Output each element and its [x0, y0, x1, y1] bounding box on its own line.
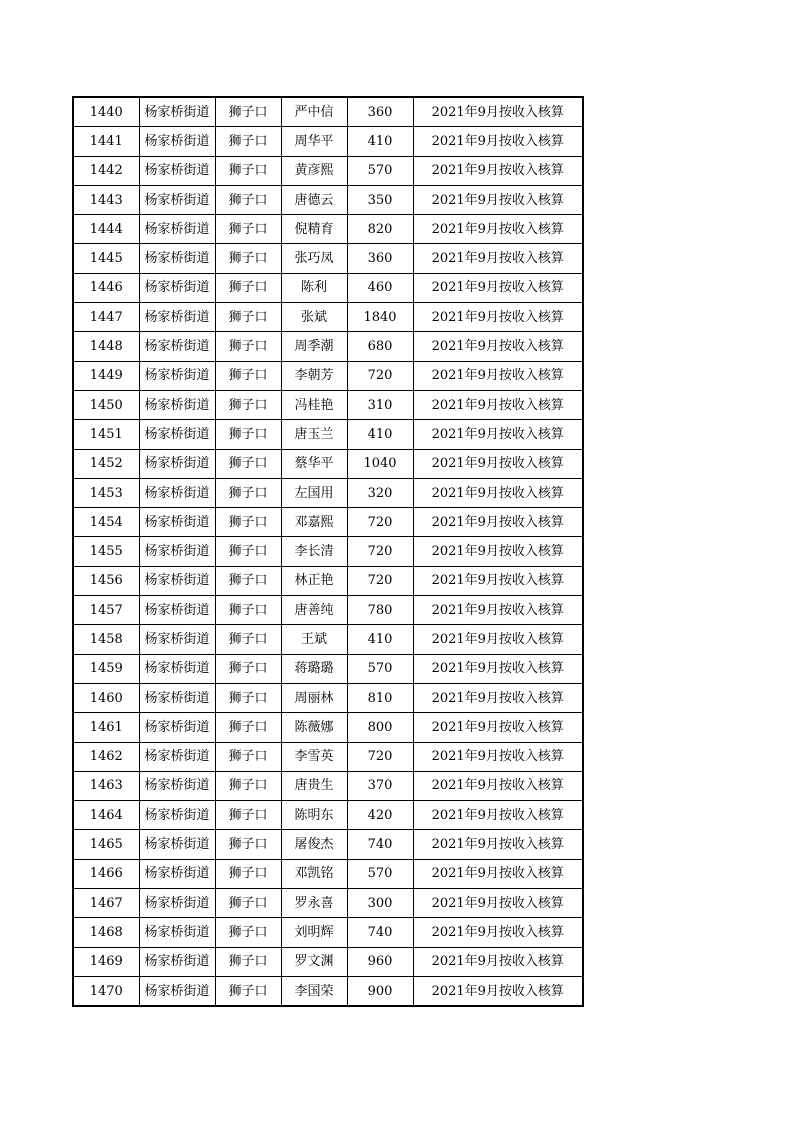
- table-row: [73, 654, 583, 683]
- street-cell: 杨家桥街道: [139, 420, 215, 449]
- name-cell: 李朝芳: [281, 361, 347, 390]
- table-row: [73, 830, 583, 859]
- note-cell: 2021年9月按收入核算: [413, 947, 583, 976]
- community-cell: 狮子口: [215, 127, 281, 156]
- table-row: [73, 97, 583, 127]
- note-cell: 2021年9月按收入核算: [413, 97, 583, 127]
- record-id-cell: 1444: [73, 215, 139, 244]
- table-row: [73, 683, 583, 712]
- note-cell: 2021年9月按收入核算: [413, 625, 583, 654]
- community-cell: 狮子口: [215, 215, 281, 244]
- amount-cell: 720: [347, 537, 413, 566]
- name-cell: 冯桂艳: [281, 390, 347, 419]
- community-cell: 狮子口: [215, 625, 281, 654]
- table-row: [73, 185, 583, 214]
- note-cell: 2021年9月按收入核算: [413, 508, 583, 537]
- record-id-cell: 1451: [73, 420, 139, 449]
- street-cell: 杨家桥街道: [139, 97, 215, 127]
- community-cell: 狮子口: [215, 332, 281, 361]
- note-cell: 2021年9月按收入核算: [413, 156, 583, 185]
- street-cell: 杨家桥街道: [139, 273, 215, 302]
- amount-cell: 570: [347, 859, 413, 888]
- name-cell: 蒋璐璐: [281, 654, 347, 683]
- name-cell: 张斌: [281, 303, 347, 332]
- street-cell: 杨家桥街道: [139, 771, 215, 800]
- table-row: [73, 801, 583, 830]
- note-cell: 2021年9月按收入核算: [413, 215, 583, 244]
- table-row: [73, 244, 583, 273]
- amount-cell: 820: [347, 215, 413, 244]
- name-cell: 林正艳: [281, 566, 347, 595]
- street-cell: 杨家桥街道: [139, 918, 215, 947]
- note-cell: 2021年9月按收入核算: [413, 830, 583, 859]
- street-cell: 杨家桥街道: [139, 332, 215, 361]
- amount-cell: 360: [347, 244, 413, 273]
- community-cell: 狮子口: [215, 771, 281, 800]
- street-cell: 杨家桥街道: [139, 596, 215, 625]
- record-id-cell: 1442: [73, 156, 139, 185]
- record-id-cell: 1440: [73, 97, 139, 127]
- record-id-cell: 1469: [73, 947, 139, 976]
- amount-cell: 720: [347, 742, 413, 771]
- name-cell: 唐善纯: [281, 596, 347, 625]
- amount-cell: 960: [347, 947, 413, 976]
- record-id-cell: 1452: [73, 449, 139, 478]
- community-cell: 狮子口: [215, 361, 281, 390]
- table-row: [73, 215, 583, 244]
- amount-cell: 420: [347, 801, 413, 830]
- name-cell: 黄彦熙: [281, 156, 347, 185]
- name-cell: 罗永喜: [281, 889, 347, 918]
- community-cell: 狮子口: [215, 449, 281, 478]
- community-cell: 狮子口: [215, 566, 281, 595]
- street-cell: 杨家桥街道: [139, 859, 215, 888]
- record-id-cell: 1443: [73, 185, 139, 214]
- name-cell: 唐德云: [281, 185, 347, 214]
- community-cell: 狮子口: [215, 478, 281, 507]
- record-id-cell: 1457: [73, 596, 139, 625]
- amount-cell: 410: [347, 625, 413, 654]
- community-cell: 狮子口: [215, 156, 281, 185]
- street-cell: 杨家桥街道: [139, 156, 215, 185]
- note-cell: 2021年9月按收入核算: [413, 771, 583, 800]
- amount-cell: 740: [347, 918, 413, 947]
- street-cell: 杨家桥街道: [139, 742, 215, 771]
- amount-cell: 800: [347, 713, 413, 742]
- community-cell: 狮子口: [215, 244, 281, 273]
- amount-cell: 460: [347, 273, 413, 302]
- amount-cell: 720: [347, 566, 413, 595]
- name-cell: 蔡华平: [281, 449, 347, 478]
- table-row: [73, 273, 583, 302]
- record-id-cell: 1468: [73, 918, 139, 947]
- community-cell: 狮子口: [215, 596, 281, 625]
- record-id-cell: 1462: [73, 742, 139, 771]
- amount-cell: 570: [347, 156, 413, 185]
- street-cell: 杨家桥街道: [139, 361, 215, 390]
- community-cell: 狮子口: [215, 97, 281, 127]
- name-cell: 李国荣: [281, 976, 347, 1006]
- note-cell: 2021年9月按收入核算: [413, 654, 583, 683]
- record-id-cell: 1441: [73, 127, 139, 156]
- street-cell: 杨家桥街道: [139, 215, 215, 244]
- street-cell: 杨家桥街道: [139, 889, 215, 918]
- community-cell: 狮子口: [215, 713, 281, 742]
- amount-cell: 1840: [347, 303, 413, 332]
- street-cell: 杨家桥街道: [139, 947, 215, 976]
- record-id-cell: 1464: [73, 801, 139, 830]
- record-id-cell: 1453: [73, 478, 139, 507]
- note-cell: 2021年9月按收入核算: [413, 303, 583, 332]
- amount-cell: 900: [347, 976, 413, 1006]
- name-cell: 屠俊杰: [281, 830, 347, 859]
- note-cell: 2021年9月按收入核算: [413, 596, 583, 625]
- note-cell: 2021年9月按收入核算: [413, 742, 583, 771]
- name-cell: 陈薇娜: [281, 713, 347, 742]
- amount-cell: 310: [347, 390, 413, 419]
- table-row: [73, 303, 583, 332]
- record-id-cell: 1461: [73, 713, 139, 742]
- table-row: [73, 332, 583, 361]
- table-row: [73, 420, 583, 449]
- name-cell: 张巧凤: [281, 244, 347, 273]
- name-cell: 唐贵生: [281, 771, 347, 800]
- amount-cell: 570: [347, 654, 413, 683]
- name-cell: 周季潮: [281, 332, 347, 361]
- table-row: [73, 478, 583, 507]
- community-cell: 狮子口: [215, 859, 281, 888]
- table-row: [73, 537, 583, 566]
- table-row: [73, 127, 583, 156]
- name-cell: 陈利: [281, 273, 347, 302]
- street-cell: 杨家桥街道: [139, 625, 215, 654]
- table-row: [73, 508, 583, 537]
- note-cell: 2021年9月按收入核算: [413, 713, 583, 742]
- community-cell: 狮子口: [215, 918, 281, 947]
- note-cell: 2021年9月按收入核算: [413, 185, 583, 214]
- community-cell: 狮子口: [215, 537, 281, 566]
- note-cell: 2021年9月按收入核算: [413, 859, 583, 888]
- amount-cell: 410: [347, 127, 413, 156]
- table-row: [73, 361, 583, 390]
- table-row: [73, 596, 583, 625]
- record-id-cell: 1447: [73, 303, 139, 332]
- record-id-cell: 1446: [73, 273, 139, 302]
- name-cell: 邓嘉熙: [281, 508, 347, 537]
- note-cell: 2021年9月按收入核算: [413, 361, 583, 390]
- community-cell: 狮子口: [215, 420, 281, 449]
- note-cell: 2021年9月按收入核算: [413, 390, 583, 419]
- amount-cell: 680: [347, 332, 413, 361]
- record-id-cell: 1459: [73, 654, 139, 683]
- street-cell: 杨家桥街道: [139, 449, 215, 478]
- name-cell: 李雪英: [281, 742, 347, 771]
- amount-cell: 300: [347, 889, 413, 918]
- table-row: [73, 156, 583, 185]
- community-cell: 狮子口: [215, 508, 281, 537]
- street-cell: 杨家桥街道: [139, 801, 215, 830]
- amount-cell: 720: [347, 508, 413, 537]
- record-id-cell: 1450: [73, 390, 139, 419]
- street-cell: 杨家桥街道: [139, 537, 215, 566]
- table-row: [73, 625, 583, 654]
- note-cell: 2021年9月按收入核算: [413, 127, 583, 156]
- note-cell: 2021年9月按收入核算: [413, 244, 583, 273]
- note-cell: 2021年9月按收入核算: [413, 566, 583, 595]
- table-row: [73, 859, 583, 888]
- table-row: [73, 390, 583, 419]
- note-cell: 2021年9月按收入核算: [413, 801, 583, 830]
- record-id-cell: 1460: [73, 683, 139, 712]
- table-row: [73, 771, 583, 800]
- note-cell: 2021年9月按收入核算: [413, 918, 583, 947]
- street-cell: 杨家桥街道: [139, 654, 215, 683]
- table-row: [73, 947, 583, 976]
- amount-cell: 370: [347, 771, 413, 800]
- note-cell: 2021年9月按收入核算: [413, 889, 583, 918]
- name-cell: 唐玉兰: [281, 420, 347, 449]
- community-cell: 狮子口: [215, 976, 281, 1006]
- community-cell: 狮子口: [215, 185, 281, 214]
- table-row: [73, 713, 583, 742]
- street-cell: 杨家桥街道: [139, 478, 215, 507]
- note-cell: 2021年9月按收入核算: [413, 420, 583, 449]
- street-cell: 杨家桥街道: [139, 303, 215, 332]
- community-cell: 狮子口: [215, 742, 281, 771]
- name-cell: 罗文渊: [281, 947, 347, 976]
- name-cell: 王斌: [281, 625, 347, 654]
- name-cell: 邓凯铭: [281, 859, 347, 888]
- table-row: [73, 742, 583, 771]
- amount-cell: 810: [347, 683, 413, 712]
- name-cell: 周华平: [281, 127, 347, 156]
- name-cell: 陈明东: [281, 801, 347, 830]
- community-cell: 狮子口: [215, 801, 281, 830]
- record-id-cell: 1454: [73, 508, 139, 537]
- community-cell: 狮子口: [215, 683, 281, 712]
- name-cell: 周丽林: [281, 683, 347, 712]
- record-id-cell: 1463: [73, 771, 139, 800]
- note-cell: 2021年9月按收入核算: [413, 332, 583, 361]
- record-id-cell: 1465: [73, 830, 139, 859]
- note-cell: 2021年9月按收入核算: [413, 449, 583, 478]
- note-cell: 2021年9月按收入核算: [413, 537, 583, 566]
- table-row: [73, 889, 583, 918]
- records-table-body: [73, 97, 583, 1006]
- table-row: [73, 449, 583, 478]
- street-cell: 杨家桥街道: [139, 566, 215, 595]
- records-table: [72, 96, 584, 1007]
- record-id-cell: 1445: [73, 244, 139, 273]
- record-id-cell: 1470: [73, 976, 139, 1006]
- note-cell: 2021年9月按收入核算: [413, 683, 583, 712]
- street-cell: 杨家桥街道: [139, 185, 215, 214]
- community-cell: 狮子口: [215, 889, 281, 918]
- note-cell: 2021年9月按收入核算: [413, 976, 583, 1006]
- community-cell: 狮子口: [215, 303, 281, 332]
- amount-cell: 720: [347, 361, 413, 390]
- record-id-cell: 1466: [73, 859, 139, 888]
- table-row: [73, 566, 583, 595]
- amount-cell: 350: [347, 185, 413, 214]
- street-cell: 杨家桥街道: [139, 683, 215, 712]
- community-cell: 狮子口: [215, 830, 281, 859]
- name-cell: 李长清: [281, 537, 347, 566]
- street-cell: 杨家桥街道: [139, 713, 215, 742]
- street-cell: 杨家桥街道: [139, 508, 215, 537]
- table-row: [73, 918, 583, 947]
- amount-cell: 360: [347, 97, 413, 127]
- street-cell: 杨家桥街道: [139, 390, 215, 419]
- note-cell: 2021年9月按收入核算: [413, 478, 583, 507]
- name-cell: 倪精育: [281, 215, 347, 244]
- record-id-cell: 1467: [73, 889, 139, 918]
- name-cell: 严中信: [281, 97, 347, 127]
- amount-cell: 320: [347, 478, 413, 507]
- record-id-cell: 1455: [73, 537, 139, 566]
- note-cell: 2021年9月按收入核算: [413, 273, 583, 302]
- record-id-cell: 1458: [73, 625, 139, 654]
- street-cell: 杨家桥街道: [139, 244, 215, 273]
- amount-cell: 780: [347, 596, 413, 625]
- amount-cell: 410: [347, 420, 413, 449]
- name-cell: 刘明辉: [281, 918, 347, 947]
- community-cell: 狮子口: [215, 273, 281, 302]
- record-id-cell: 1449: [73, 361, 139, 390]
- amount-cell: 1040: [347, 449, 413, 478]
- name-cell: 左国用: [281, 478, 347, 507]
- street-cell: 杨家桥街道: [139, 127, 215, 156]
- record-id-cell: 1456: [73, 566, 139, 595]
- street-cell: 杨家桥街道: [139, 830, 215, 859]
- street-cell: 杨家桥街道: [139, 976, 215, 1006]
- table-row: [73, 976, 583, 1006]
- community-cell: 狮子口: [215, 947, 281, 976]
- amount-cell: 740: [347, 830, 413, 859]
- record-id-cell: 1448: [73, 332, 139, 361]
- community-cell: 狮子口: [215, 654, 281, 683]
- community-cell: 狮子口: [215, 390, 281, 419]
